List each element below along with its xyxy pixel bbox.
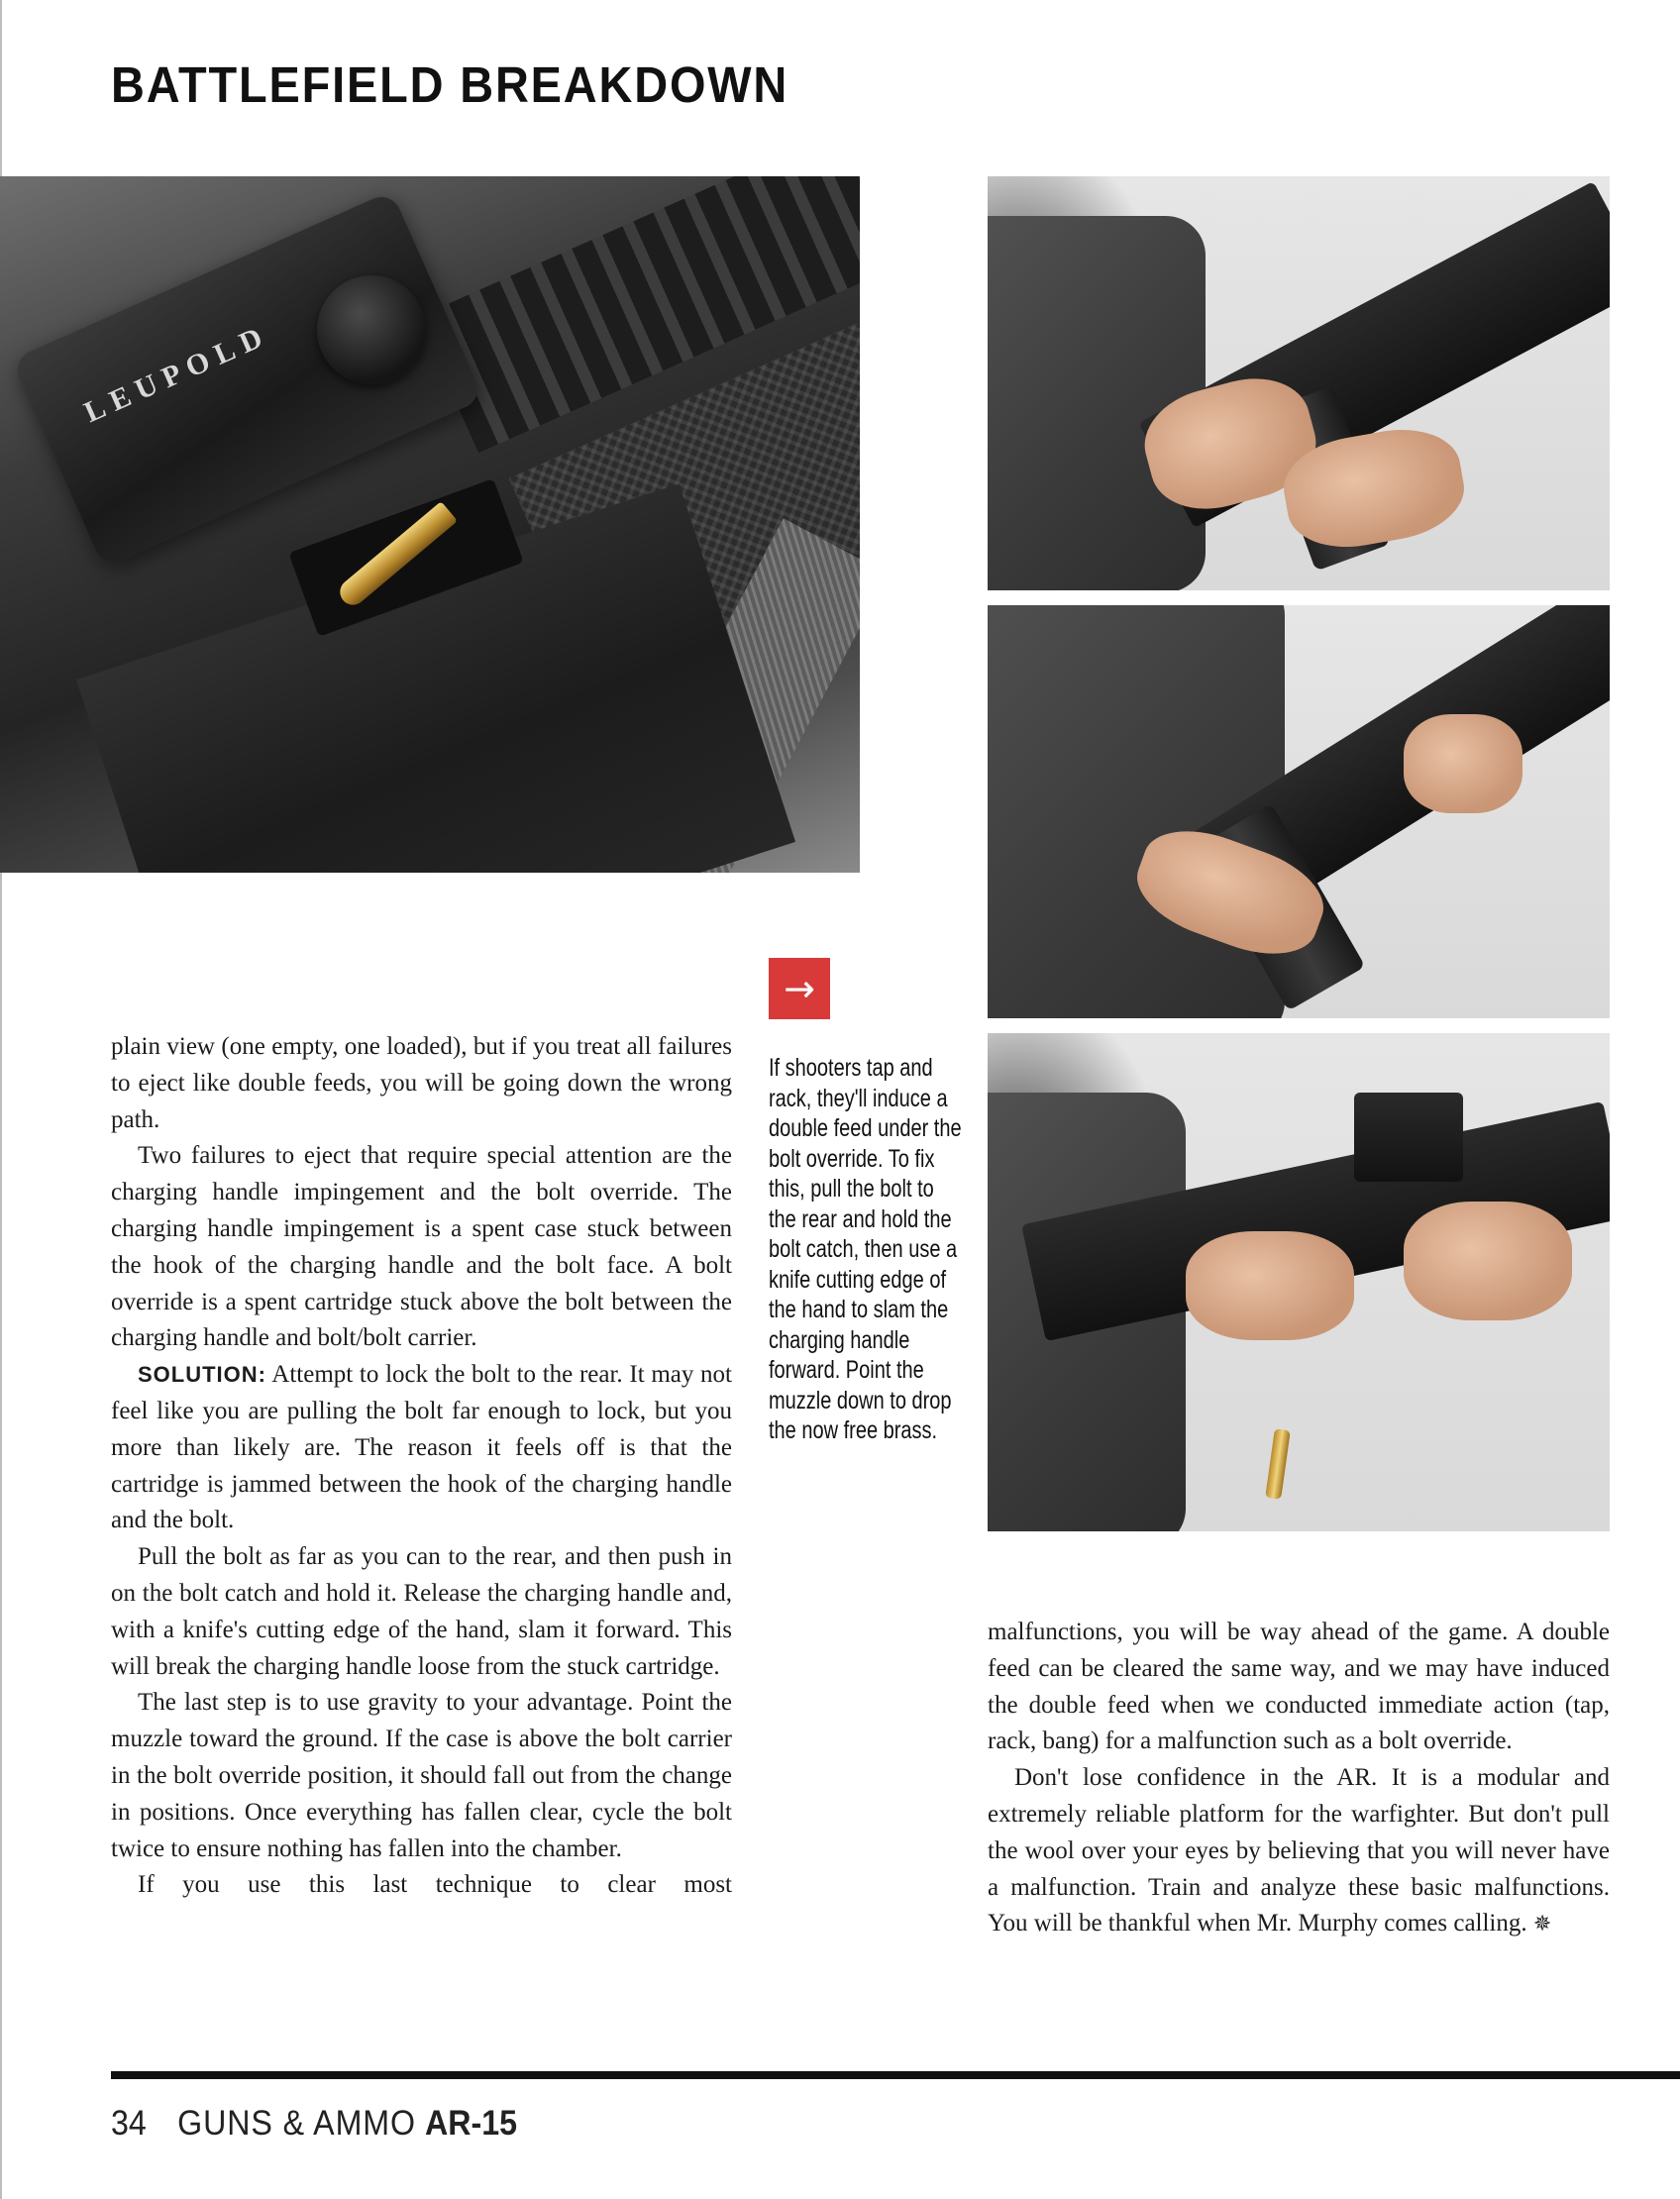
paragraph-closing xyxy=(988,1760,1610,1943)
solution-text: Attempt to lock the bolt to the rear. It may not feel like you are pulling the bolt far enough to lock, but you more than likely are. The reason it feels off is that the cartridge is jammed between the hook of the charging handle and the bolt. xyxy=(111,1361,732,1534)
closing-text: Don't lose confidence in the AR. It is a modular and extremely reliable platform for the warfighter. But don't pull the wool over your eyes by believing that you will never have a malfunction. Train and analyze these basic malfunctions. You will be thankful when Mr. Murphy comes calling. xyxy=(988,1764,1610,1937)
solution-label: SOLUTION: xyxy=(138,1362,266,1388)
callout-arrow-icon: → xyxy=(769,958,830,1019)
sequence-photo-1 xyxy=(988,176,1610,590)
article-column-left xyxy=(111,1029,732,1904)
issue-name: AR-15 xyxy=(424,2104,518,2143)
end-mark-icon: ✵ xyxy=(1532,1912,1552,1937)
paragraph: plain view (one empty, one loaded), but if you treat all failures to eject like double feeds, you will be going down the wrong path. xyxy=(111,1033,732,1133)
sequence-photo-3 xyxy=(988,1033,1610,1531)
paragraph: malfunctions, you will be way ahead of the game. A double feed can be cleared the same way, and we may have induced the double feed when we conducted immediate action (tap, rack, bang) for a malfunction such as a bolt override. xyxy=(988,1619,1610,1755)
footer xyxy=(111,2104,517,2144)
paragraph: The last step is to use gravity to your advantage. Point the muzzle toward the ground. If the case is above the bolt carrier in the bolt override position, it should fall out from the change in positions. Once everything has fallen clear, cycle the bolt twice to ensure nothing has fallen into the chamber. xyxy=(111,1689,732,1862)
article-column-right xyxy=(988,1615,1610,1943)
red-dot-optic xyxy=(1354,1093,1463,1182)
support-hand xyxy=(1404,1202,1572,1320)
sequence-photo-2 xyxy=(988,605,1610,1018)
paragraph-solution xyxy=(111,1357,732,1539)
grip-hand xyxy=(1404,714,1522,813)
footer-rule xyxy=(111,2071,1680,2079)
optic-adjustment-knob xyxy=(317,275,426,384)
falling-brass xyxy=(1265,1428,1291,1500)
optic-brand-logo: LEUPOLD xyxy=(79,318,275,430)
paragraph: Two failures to eject that require special attention are the charging handle impingement and the bolt override. The charging handle impingement is a spent case stuck between the hook of the charging handle and the bolt face. A bolt override is a spent cartridge stuck above the bolt between the charging handle and bolt/bolt carrier. xyxy=(111,1142,732,1352)
publication-name: GUNS & AMMO xyxy=(177,2104,417,2143)
photo-caption: If shooters tap and rack, they'll induce a double feed under the bolt override. To fix this, pull the bolt to the rear and hold the bolt catch, then use a knife cutting edge of the hand to slam the charging handle forward. Point the muzzle down to drop the now free brass. xyxy=(769,1054,962,1444)
paragraph: If you use this last technique to clear most xyxy=(138,1871,732,1899)
page-title: BATTLEFIELD BREAKDOWN xyxy=(111,56,789,113)
page-number: 34 xyxy=(111,2104,147,2143)
rifle-closeup-photo xyxy=(0,176,860,873)
trigger-hand xyxy=(1186,1231,1354,1340)
paragraph: Pull the bolt as far as you can to the rear, and then push in on the bolt catch and hold it. Release the charging handle and, with a knife's cutting edge of the hand, slam it forward. This will break the charging handle loose from the stuck cartridge. xyxy=(111,1543,732,1680)
